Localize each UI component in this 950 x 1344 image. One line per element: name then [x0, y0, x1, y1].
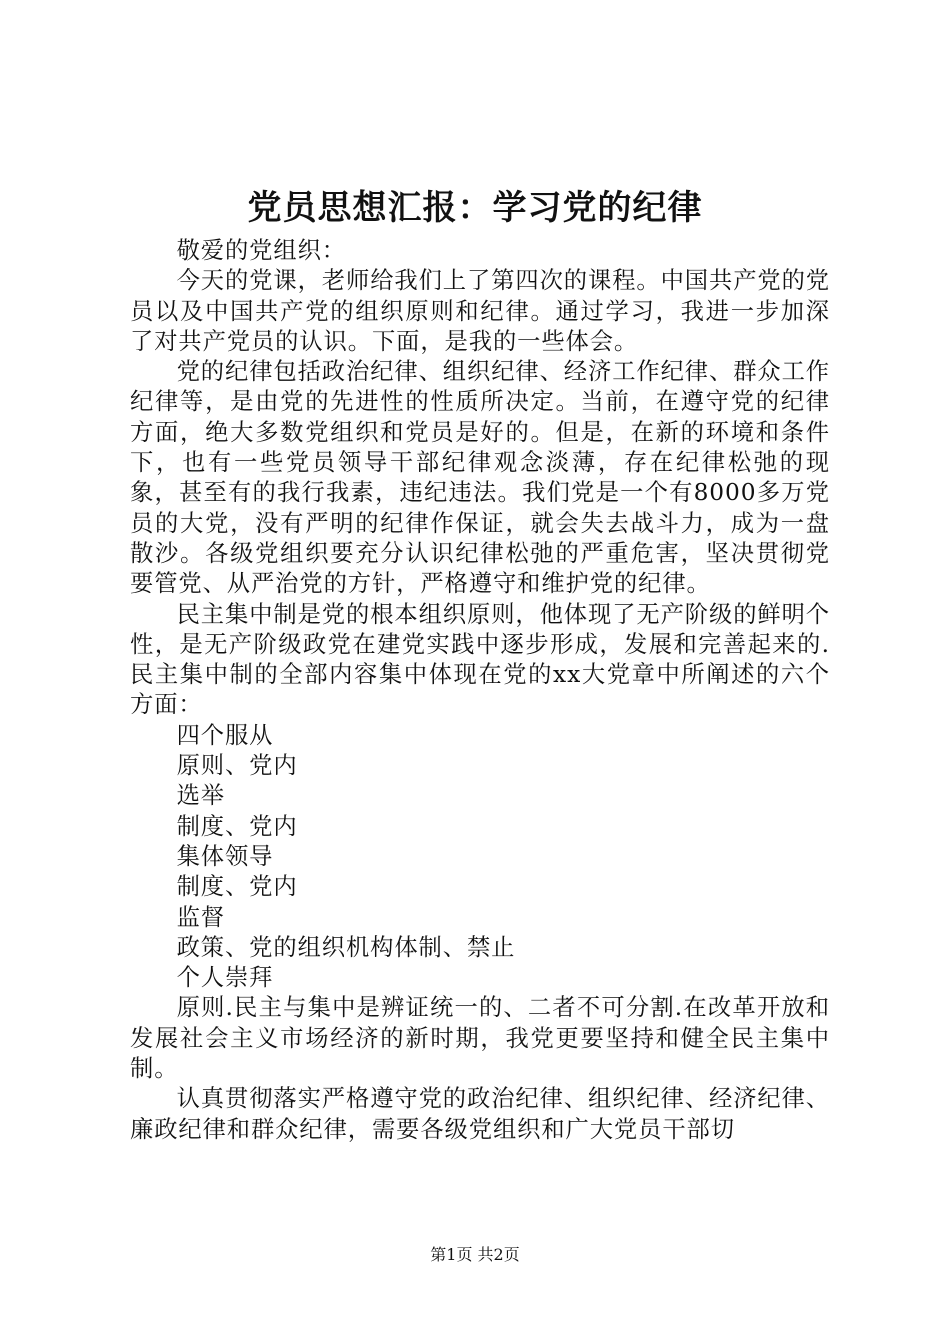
paragraph: 原则.民主与集中是辨证统一的、二者不可分割.在改革开放和发展社会主义市场经济的新时期，我党更要坚持和健全民主集中制。: [130, 994, 830, 1083]
list-line: 监督: [176, 903, 225, 931]
paragraph: 认真贯彻落实严格遵守党的政治纪律、组织纪律、经济纪律、廉政纪律和群众纪律，需要各级党组织和广大党员干部切: [130, 1085, 830, 1143]
list-line: 四个服从: [176, 721, 274, 749]
list-line: 原则、党内: [176, 752, 298, 780]
list-line: 个人崇拜: [176, 964, 274, 992]
list-line: 制度、党内: [176, 812, 298, 840]
list-line: 制度、党内: [176, 873, 298, 901]
page-number: 第1页 共2页: [430, 1245, 520, 1264]
paragraph: 今天的党课，老师给我们上了第四次的课程。中国共产党的党员以及中国共产党的组织原则和纪律。通过学习，我进一步加深了对共产党员的认识。下面，是我的一些体会。: [130, 267, 830, 355]
paragraph: 党的纪律包括政治纪律、组织纪律、经济工作纪律、群众工作纪律等，是由党的先进性的性质所决定。当前，在遵守党的纪律方面，绝大多数党组织和党员是好的。但是，在新的环境和条件下，也有一些党员领导干部纪律观念淡薄，存在纪律松弛的现象，甚至有的我行我素，违纪违法。我们党是一个有8000多万党员的大党，没有严明的纪律作保证，就会失去战斗力，成为一盘散沙。各级党组织要充分认识纪律松弛的严重危害，坚决贯彻党要管党、从严治党的方针，严格遵守和维护党的纪律。: [130, 358, 830, 598]
paragraph: 民主集中制是党的根本组织原则，他体现了无产阶级的鲜明个性，是无产阶级政党在建党实践中逐步形成，发展和完善起来的.民主集中制的全部内容集中体现在党的xx大党章中所阐述的六个方面：: [130, 600, 830, 719]
list-line: 集体领导: [176, 842, 274, 870]
list-line: 选举: [176, 782, 225, 810]
page-title: 党员思想汇报：学习党的纪律: [247, 188, 703, 228]
paragraph-salutation: 敬爱的党组织：: [176, 237, 346, 264]
list-line: 政策、党的组织机构体制、禁止: [176, 933, 516, 961]
document-body: [130, 236, 830, 1145]
